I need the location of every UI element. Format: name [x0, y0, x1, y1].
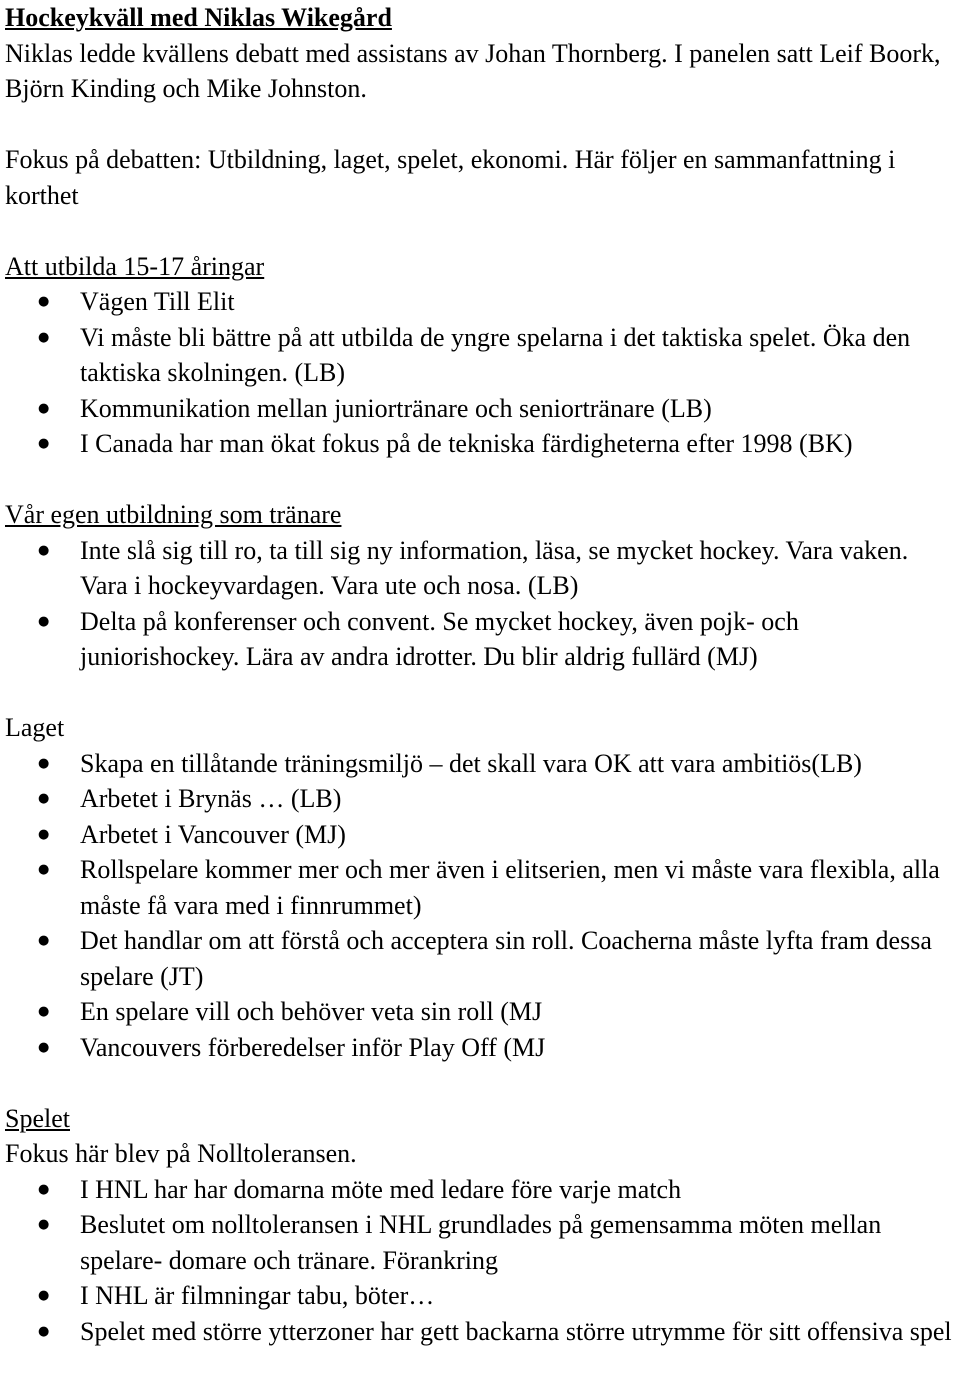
list-item: ● Delta på konferenser och convent. Se mycket hockey, även pojk- och juniorishockey. Lära av andra idrotter. Du blir aldrig fullärd (MJ)	[5, 604, 960, 675]
bullet-icon: ●	[38, 791, 50, 806]
bullet-icon: ●	[38, 294, 50, 309]
list-item: ● Kommunikation mellan juniortränare och seniortränare (LB)	[5, 391, 960, 427]
bullet-icon: ●	[38, 826, 50, 842]
bullet-icon: ●	[38, 862, 50, 877]
list-item: ● Skapa en tillåtande träningsmiljö – det skall vara OK att vara ambitiös(LB)	[5, 746, 960, 782]
section-heading-education: Att utbilda 15-17 åringar	[5, 251, 265, 281]
bullet-icon: ●	[38, 1217, 50, 1232]
spacer	[5, 107, 960, 143]
section-heading-game: Spelet	[5, 1103, 70, 1133]
bullet-icon: ●	[38, 1288, 50, 1303]
spacer	[5, 462, 960, 498]
document	[5, 0, 960, 1349]
bullet-icon: ●	[38, 1039, 50, 1055]
bullet-icon: ●	[38, 755, 50, 771]
bullet-icon: ●	[38, 542, 50, 558]
list-item: ● Arbetet i Vancouver (MJ)	[5, 817, 960, 853]
list-item: ● I HNL har har domarna möte med ledare före varje match	[5, 1172, 960, 1208]
bullet-icon: ●	[38, 436, 50, 451]
list-item: ● Beslutet om nolltoleransen i NHL grundlades på gemensamma möten mellan spelare- domare och tränare. Förankring	[5, 1207, 960, 1278]
list-item: ● Arbetet i Brynäs … (LB)	[5, 781, 960, 817]
document-title: Hockeykväll med Niklas Wikegård	[5, 3, 392, 32]
list-item: ● Rollspelare kommer mer och mer även i elitserien, men vi måste vara flexibla, alla måste få vara med i finnrummet)	[5, 852, 960, 923]
list-item: ● Spelet med större ytterzoner har gett backarna större utrymme för sitt offensiva spel	[5, 1314, 960, 1350]
bullet-list-game	[5, 1172, 960, 1350]
spacer	[5, 675, 960, 711]
focus-paragraph: Fokus på debatten: Utbildning, laget, spelet, ekonomi. Här följer en sammanfattning i korthet	[5, 145, 896, 210]
list-item: ● I Canada har man ökat fokus på de tekniska färdigheterna efter 1998 (BK)	[5, 426, 960, 462]
list-item: ● Vancouvers förberedelser inför Play Off (MJ	[5, 1030, 960, 1066]
section-heading-team: Laget	[5, 713, 65, 742]
list-item: ● Vägen Till Elit	[5, 284, 960, 320]
bullet-icon: ●	[38, 329, 50, 345]
list-item: ● Inte slå sig till ro, ta till sig ny information, läsa, se mycket hockey. Vara vaken. Vara i hockeyvardagen. Vara ute och nosa. (LB)	[5, 533, 960, 604]
spacer	[5, 213, 960, 249]
bullet-icon: ●	[38, 400, 50, 416]
section-intro-game: Fokus här blev på Nolltoleransen.	[5, 1139, 357, 1168]
bullet-icon: ●	[38, 1004, 50, 1019]
bullet-list-team	[5, 746, 960, 1066]
section-heading-coach-education: Vår egen utbildning som tränare	[5, 500, 342, 529]
list-item: ● Vi måste bli bättre på att utbilda de yngre spelarna i det taktiska spelet. Öka den taktiska skolningen. (LB)	[5, 320, 960, 391]
intro-paragraph: Niklas ledde kvällens debatt med assistans av Johan Thornberg. I panelen satt Leif Boork, Björn Kinding och Mike Johnston.	[5, 38, 941, 103]
bullet-icon: ●	[38, 1181, 50, 1197]
bullet-icon: ●	[38, 1323, 50, 1339]
bullet-icon: ●	[38, 933, 50, 948]
bullet-list-coach-education	[5, 533, 960, 675]
bullet-icon: ●	[38, 613, 50, 629]
bullet-list-education	[5, 284, 960, 462]
list-item: ● Det handlar om att förstå och acceptera sin roll. Coacherna måste lyfta fram dessa spelare (JT)	[5, 923, 960, 994]
spacer	[5, 1065, 960, 1101]
list-item: ● I NHL är filmningar tabu, böter…	[5, 1278, 960, 1314]
list-item: ● En spelare vill och behöver veta sin roll (MJ	[5, 994, 960, 1030]
